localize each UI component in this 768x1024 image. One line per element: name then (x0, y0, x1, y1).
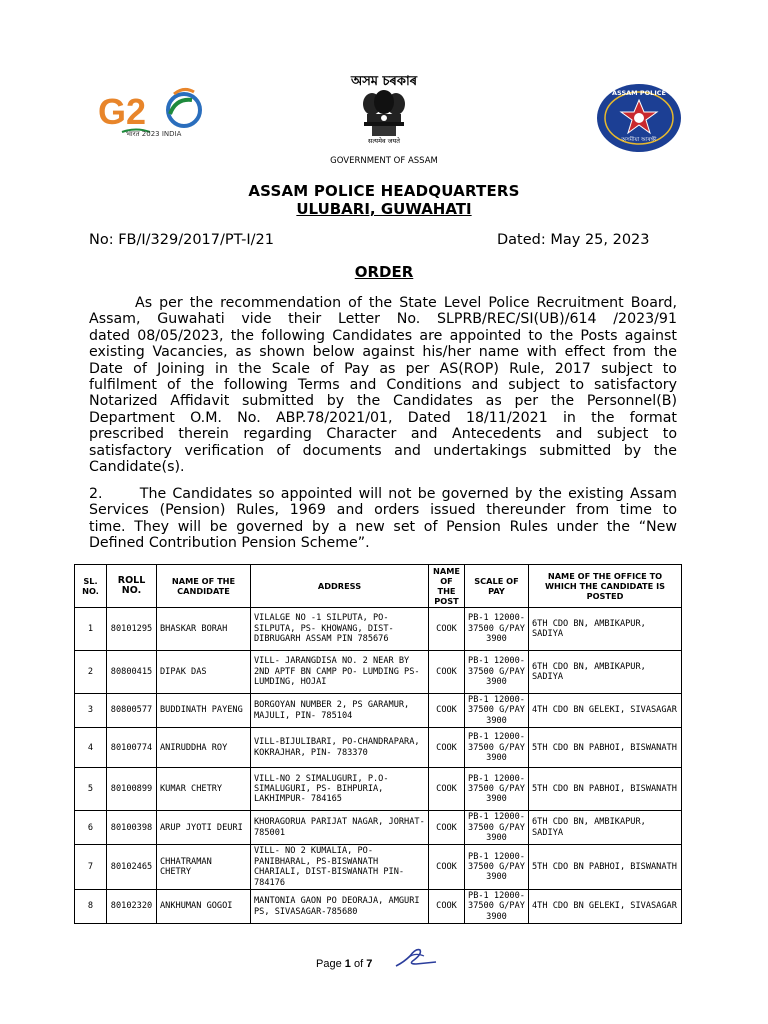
cell-office: 6TH CDO BN, AMBIKAPUR, SADIYA (529, 651, 682, 694)
cell-pay: PB-1 12000-37500 G/PAY 3900 (465, 845, 529, 890)
cell-post: COOK (429, 768, 465, 811)
cell-roll: 80100774 (107, 728, 157, 768)
order-date: Dated: May 25, 2023 (497, 232, 650, 248)
cell-name: ANIRUDDHA ROY (157, 728, 251, 768)
cell-name: CHHATRAMAN CHETRY (157, 845, 251, 890)
cell-address: MANTONIA GAON PO DEORAJA, AMGURI PS, SIVASAGAR-785680 (251, 890, 429, 924)
table-row (75, 768, 682, 811)
para2-line: time. They will be governed by a new set of Pension Rules under the “New (89, 518, 677, 535)
table-row (75, 845, 682, 890)
table-row (75, 651, 682, 694)
g20-logo (96, 84, 212, 148)
cell-roll: 80101295 (107, 608, 157, 651)
table-row (75, 811, 682, 845)
col-header-office: NAME OF THE OFFICE TO WHICH THE CANDIDATE IS POSTED (529, 565, 682, 608)
cell-post: COOK (429, 890, 465, 924)
col-header-scale: SCALE OF PAY (465, 565, 529, 608)
cell-name: DIPAK DAS (157, 651, 251, 694)
cell-address: KHORAGORUA PARIJAT NAGAR, JORHAT- 785001 (251, 811, 429, 845)
govt-caption: GOVERNMENT OF ASSAM (330, 156, 438, 166)
para1-line: existing Vacancies, as shown below against his/her name with effect from the (89, 344, 677, 361)
cell-pay: PB-1 12000-37500 G/PAY 3900 (465, 890, 529, 924)
cell-address: BORGOYAN NUMBER 2, PS GARAMUR, MAJULI, PIN- 785104 (251, 694, 429, 728)
para1-line: Assam, Guwahati vide their Letter No. SLPRB/REC/SI(UB)/614 /2023/91 (89, 311, 677, 328)
cell-sl: 5 (75, 768, 107, 811)
table-row (75, 608, 682, 651)
cell-name: ARUP JYOTI DEURI (157, 811, 251, 845)
cell-sl: 1 (75, 608, 107, 651)
page-number (316, 958, 372, 970)
para1-line: Department O.M. No. ABP.78/2021/01, Dated 18/11/2021 in the format (89, 409, 677, 426)
cell-address: VILALGE NO -1 SILPUTA, PO- SILPUTA, PS- KHOWANG, DIST- DIBRUGARH ASSAM PIN 785676 (251, 608, 429, 651)
para2-line: Defined Contribution Pension Scheme”. (89, 535, 370, 552)
cell-office: 5TH CDO BN PABHOI, BISWANATH (529, 845, 682, 890)
col-header-roll: ROLL NO. (107, 565, 157, 608)
page-total: 7 (366, 958, 373, 970)
cell-office: 5TH CDO BN PABHOI, BISWANATH (529, 768, 682, 811)
col-header-post: NAME OF THE POST (429, 565, 465, 608)
page-current: 1 (344, 958, 351, 970)
para1-line: prescribed therein regarding Character and Antecedents and subject to (89, 426, 677, 443)
cell-post: COOK (429, 845, 465, 890)
cell-sl: 8 (75, 890, 107, 924)
cell-pay: PB-1 12000-37500 G/PAY 3900 (465, 651, 529, 694)
cell-name: BHASKAR BORAH (157, 608, 251, 651)
assam-govt-script: অসম চৰকাৰ (350, 74, 418, 89)
cell-roll: 80102320 (107, 890, 157, 924)
cell-address: VILL-NO 2 SIMALUGURI, P.O- SIMALUGURI, PS- BIHPURIA, LAKHIMPUR- 784165 (251, 768, 429, 811)
svg-text:G2: G2 (98, 91, 147, 132)
office-location: ULUBARI, GUWAHATI (296, 200, 472, 218)
page-word: Page (316, 958, 342, 970)
para1-line: fulfilment of the following Terms and Conditions and subject to satisfactory (89, 377, 677, 394)
cell-name: KUMAR CHETRY (157, 768, 251, 811)
cell-post: COOK (429, 728, 465, 768)
badge-bottom-text: অসমীয়া আৰক্ষী (621, 137, 657, 143)
emblem-motto: सत्यमेव जयते (368, 137, 400, 145)
para1-line: Date of Joining in the Scale of Pay as per AS(ROP) Rule, 2017 subject to (89, 360, 677, 377)
cell-address: VILL-BIJULIBARI, PO-CHANDRAPARA, KOKRAJHAR, PIN- 783370 (251, 728, 429, 768)
cell-sl: 3 (75, 694, 107, 728)
table-row (75, 694, 682, 728)
para1-line: Notarized Affidavit submitted by the Candidates as per the Personnel(B) (89, 393, 677, 410)
col-header-sl: SL. NO. (75, 565, 107, 608)
cell-pay: PB-1 12000-37500 G/PAY 3900 (465, 811, 529, 845)
cell-pay: PB-1 12000-37500 G/PAY 3900 (465, 728, 529, 768)
cell-name: ANKHUMAN GOGOI (157, 890, 251, 924)
cell-office: 6TH CDO BN, AMBIKAPUR, SADIYA (529, 811, 682, 845)
reference-number: No: FB/I/329/2017/PT-I/21 (89, 232, 275, 248)
badge-text: ASSAM POLICE (612, 89, 666, 97)
table-row (75, 890, 682, 924)
signature (394, 944, 438, 970)
table-header-row (75, 565, 682, 608)
state-emblem (358, 90, 410, 148)
paragraph-1 (89, 295, 677, 475)
para2-line: Services (Pension) Rules, 1969 and orders issued thereunder from time to (89, 502, 677, 519)
g20-subtitle: भारत 2023 INDIA (126, 130, 182, 138)
cell-sl: 6 (75, 811, 107, 845)
table-row (75, 728, 682, 768)
cell-roll: 80102465 (107, 845, 157, 890)
col-header-address: ADDRESS (251, 565, 429, 608)
page-of: of (353, 958, 364, 970)
paragraph-2 (89, 486, 677, 552)
office-title: ASSAM POLICE HEADQUARTERS (248, 182, 520, 200)
cell-address: VILL- JARANGDISA NO. 2 NEAR BY 2ND APTF BN CAMP PO- LUMDING PS- LUMDING, HOJAI (251, 651, 429, 694)
cell-roll: 80100899 (107, 768, 157, 811)
cell-office: 4TH CDO BN GELEKI, SIVASAGAR (529, 694, 682, 728)
para2-line: 2. The Candidates so appointed will not be governed by the existing Assam (89, 486, 677, 502)
cell-post: COOK (429, 608, 465, 651)
cell-post: COOK (429, 811, 465, 845)
cell-address: VILL- NO 2 KUMALIA, PO-PANIBHARAL, PS-BISWANATH CHARIALI, DIST-BISWANATH PIN-784176 (251, 845, 429, 890)
cell-pay: PB-1 12000-37500 G/PAY 3900 (465, 768, 529, 811)
para1-line: Candidate(s). (89, 459, 185, 476)
cell-office: 4TH CDO BN GELEKI, SIVASAGAR (529, 890, 682, 924)
para1-line: dated 08/05/2023, the following Candidates are appointed to the Posts against (89, 327, 677, 344)
cell-name: BUDDINATH PAYENG (157, 694, 251, 728)
cell-sl: 7 (75, 845, 107, 890)
para1-line: As per the recommendation of the State Level Police Recruitment Board, (135, 295, 677, 311)
appointment-table (74, 564, 682, 924)
cell-roll: 80100398 (107, 811, 157, 845)
signature-scribble-icon (394, 944, 438, 970)
cell-post: COOK (429, 694, 465, 728)
cell-sl: 2 (75, 651, 107, 694)
cell-office: 5TH CDO BN PABHOI, BISWANATH (529, 728, 682, 768)
cell-roll: 80800415 (107, 651, 157, 694)
cell-pay: PB-1 12000-37500 G/PAY 3900 (465, 608, 529, 651)
cell-post: COOK (429, 651, 465, 694)
cell-sl: 4 (75, 728, 107, 768)
para1-line: satisfactory verification of documents and undertakings submitted by the (89, 442, 677, 459)
col-header-name: NAME OF THE CANDIDATE (157, 565, 251, 608)
order-heading: ORDER (354, 263, 414, 281)
cell-pay: PB-1 12000-37500 G/PAY 3900 (465, 694, 529, 728)
cell-roll: 80800577 (107, 694, 157, 728)
cell-office: 6TH CDO BN, AMBIKAPUR, SADIYA (529, 608, 682, 651)
assam-police-badge (594, 82, 684, 154)
